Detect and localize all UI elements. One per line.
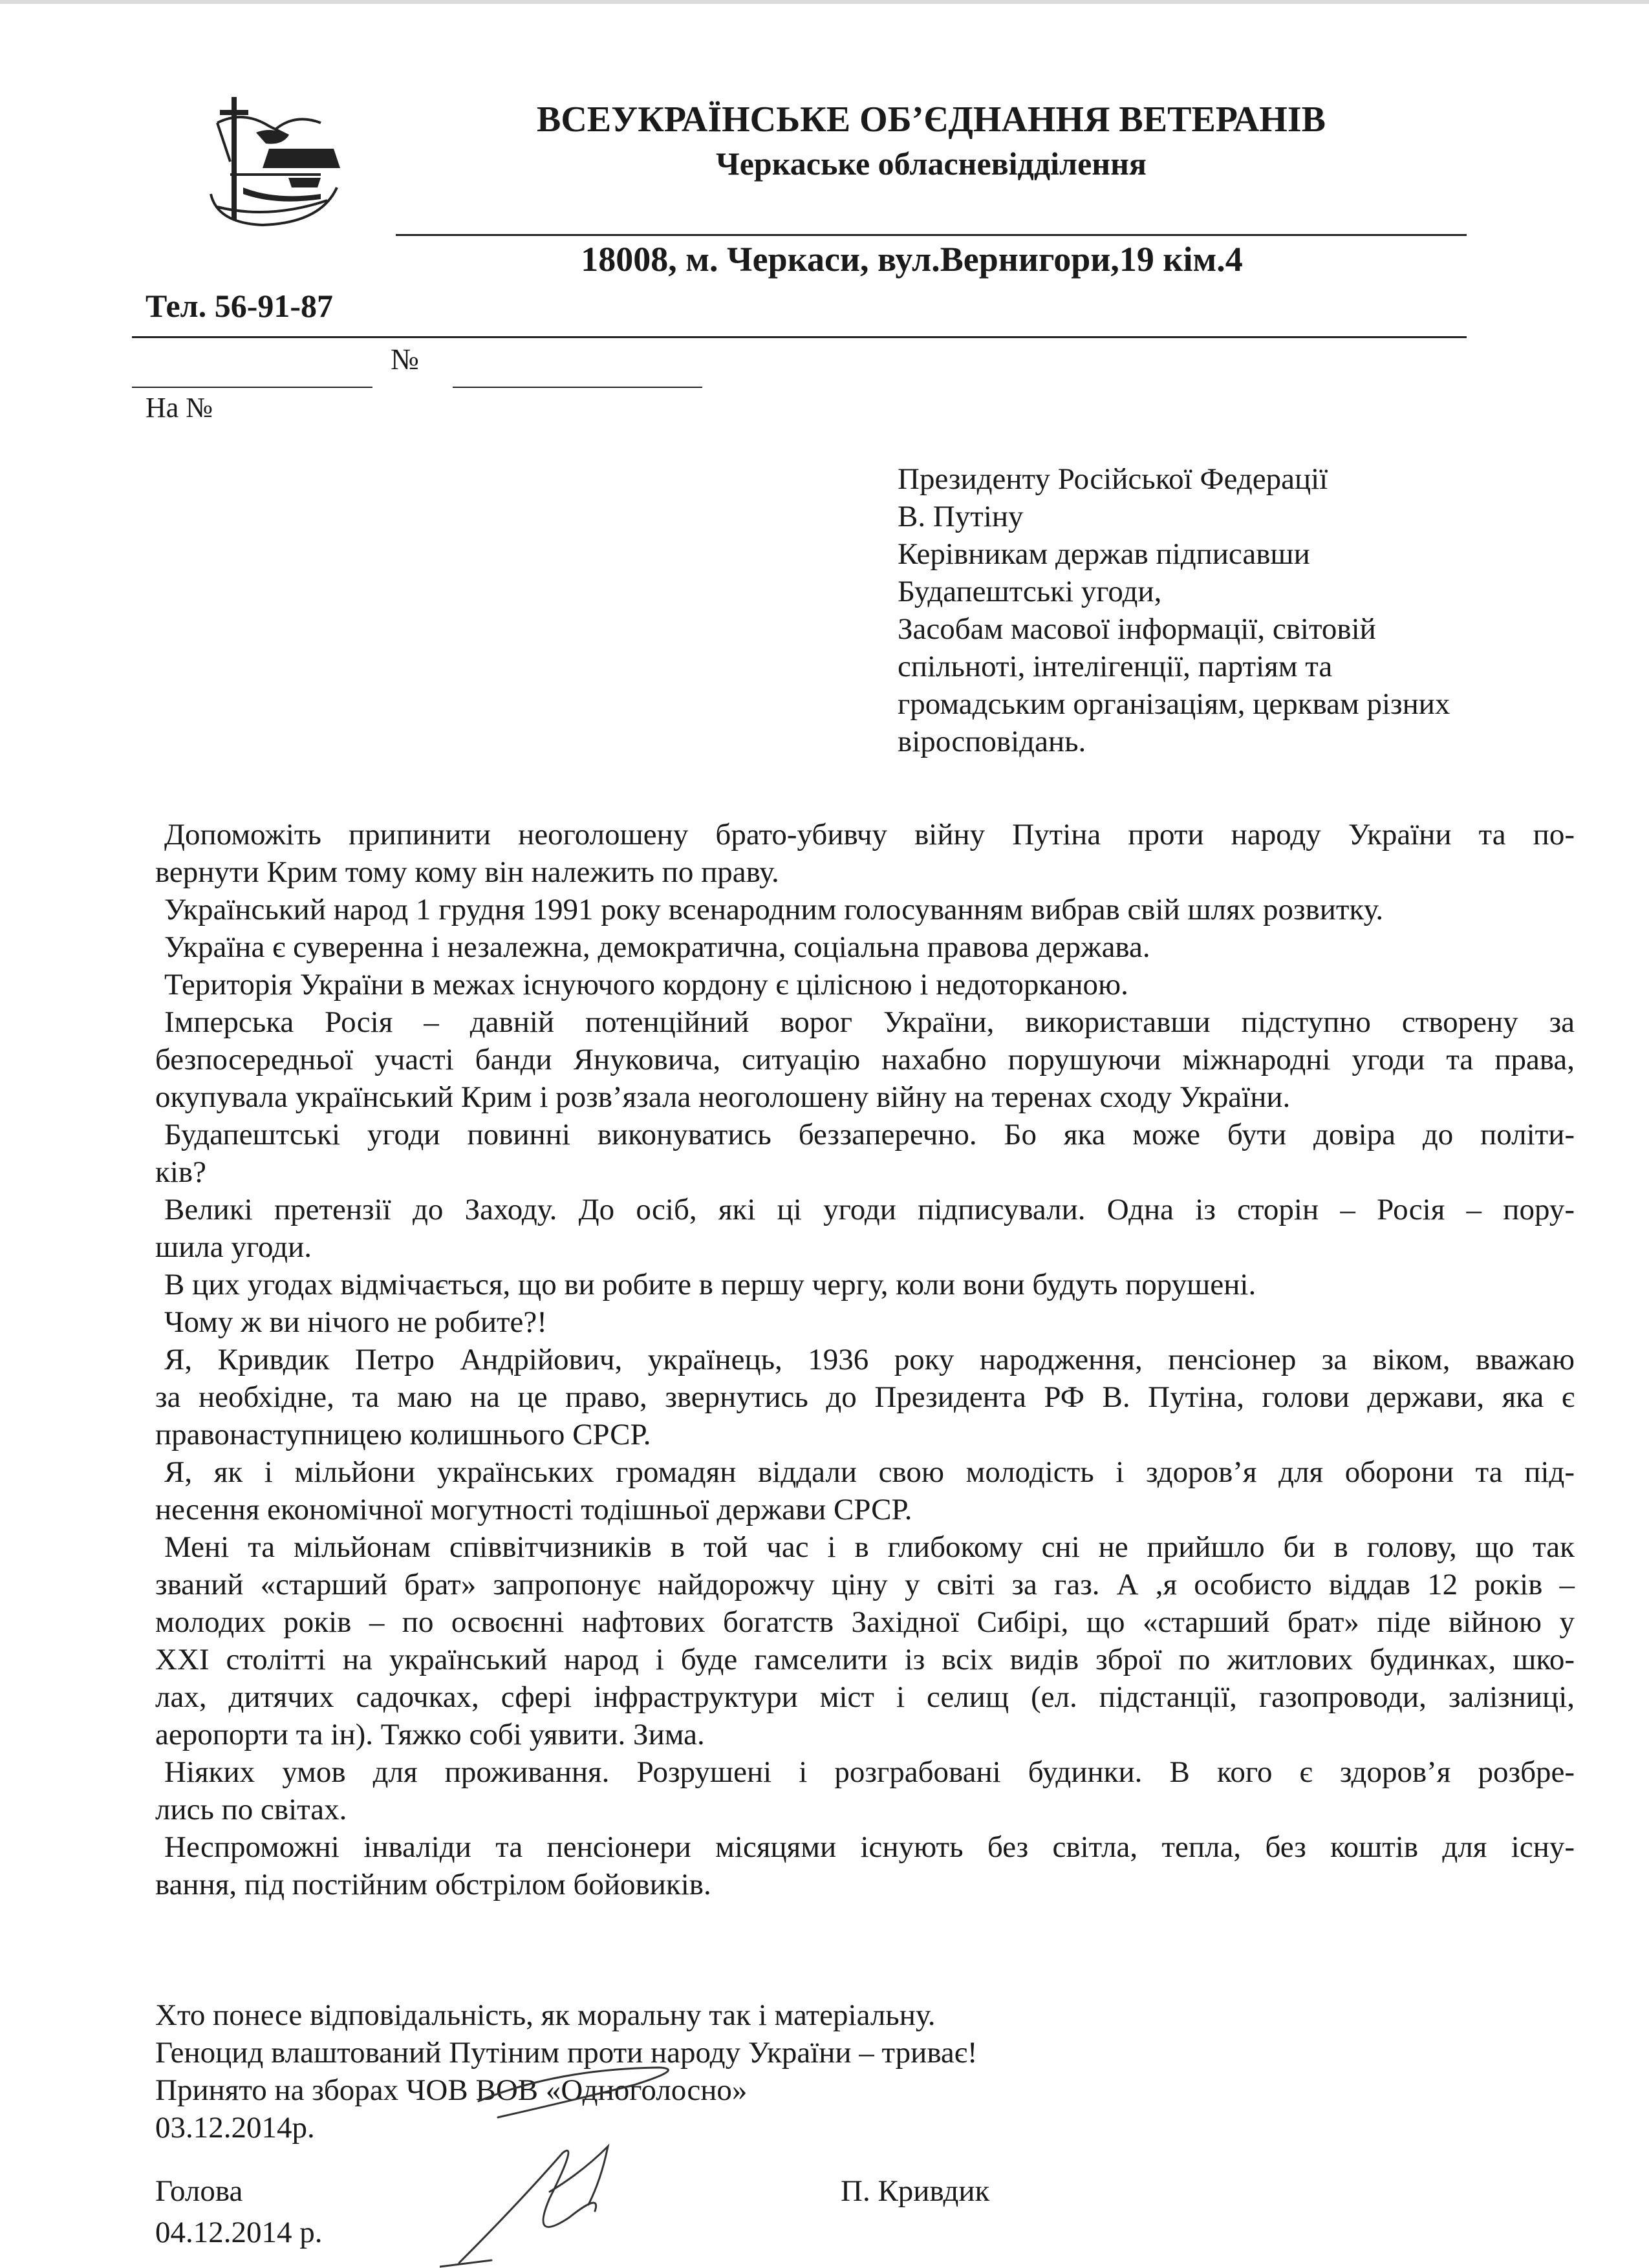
scan-edge xyxy=(0,0,1649,4)
signature-date: 04.12.2014 р. xyxy=(155,2216,323,2249)
addressee-line: громадським організаціям, церквам різних xyxy=(898,687,1450,721)
body-line: лах, дитячих садочках, сфері інфраструктури міст і селищ (ел. підстанції, газопроводи, залізниці, xyxy=(155,1680,1575,1714)
signatory-name: П. Кривдик xyxy=(841,2174,990,2208)
outgoing-number-label: № xyxy=(391,343,419,376)
body-line: лись по світах. xyxy=(155,1793,347,1826)
organization-name: ВСЕУКРАЇНСЬКЕ ОБ’ЄДНАННЯ ВЕТЕРАНІВ xyxy=(537,100,1326,140)
reference-number-label: На № xyxy=(146,392,213,423)
body-line: шила угоди. xyxy=(155,1230,312,1264)
body-line: Ніяких умов для проживання. Розрушені і розграбовані будинки. В кого є здоров’я розбре- xyxy=(164,1755,1575,1789)
outgoing-date-line xyxy=(132,387,372,388)
signatory-role: Голова xyxy=(155,2174,243,2208)
body-line: Будапештські угоди повинні виконуватись беззаперечно. Бо яка може бути довіра до політи- xyxy=(164,1118,1575,1151)
addressee-line: Засобам масової інформації, світовій xyxy=(898,612,1376,646)
body-line: Я, як і мільйони українських громадян віддали свою молодість і здоров’я для оборони та під- xyxy=(164,1455,1575,1489)
body-line: вання, під постійним обстрілом бойовиків. xyxy=(155,1868,711,1901)
closing-line: Принято на зборах ЧОВ ВОВ «Одноголосно» xyxy=(155,2073,748,2107)
body-line: безпосередньої участі банди Януковича, ситуацію нахабно порушуючи міжнародні угоди та права, xyxy=(155,1043,1575,1076)
body-line: XXI столітті на український народ і буде гамселити із всіх видів зброї по житлових будинках, шко- xyxy=(155,1643,1575,1676)
body-line: молодих років – по освоєнні нафтових богатств Західної Сибірі, що «старший брат» піде війною у xyxy=(155,1605,1575,1639)
closing-line: Геноцид влаштований Путіним проти народу України – триває! xyxy=(155,2036,978,2070)
addressee-line: віросповідань. xyxy=(898,725,1086,758)
letter-body xyxy=(155,816,1575,1903)
body-line: Допоможіть припинити неоголошену брато-убивчу війну Путіна проти народу України та по- xyxy=(164,818,1575,851)
closing-line: Хто понесе відповідальність, як моральну так і матеріальну. xyxy=(155,1998,936,2032)
meeting-date: 03.12.2014р. xyxy=(155,2111,315,2145)
body-line: Мені та мільйонам співвітчизників в той час і в глибокому сні не прийшло би в голову, що так xyxy=(164,1530,1575,1564)
body-line: ків? xyxy=(155,1155,206,1189)
body-line: несення економічної могутності тодішньої держави СРСР. xyxy=(155,1493,912,1526)
organization-branch: Черкаське обласневідділення xyxy=(716,145,1147,182)
body-line: Я, Кривдик Петро Андрійович, українець, 1936 року народження, пенсіонер за віком, вважаю xyxy=(164,1343,1575,1376)
body-line: Чому ж ви нічого не робите?! xyxy=(164,1305,547,1339)
body-line: аеропорти та ін). Тяжко собі уявити. Зима. xyxy=(155,1718,705,1751)
body-line: окупувала український Крим і розв’язала неоголошену війну на теренах сходу України. xyxy=(155,1080,1291,1114)
addressee-line: Будапештські угоди, xyxy=(898,575,1162,608)
body-line: Український народ 1 грудня 1991 року всенародним голосуванням вибрав свій шлях розвитку. xyxy=(164,893,1384,926)
addressee-line: Керівникам держав підписавши xyxy=(898,537,1310,571)
body-line: Імперська Росія – давній потенційний ворог України, використавши підступно створену за xyxy=(164,1005,1575,1039)
letterhead-rule-top xyxy=(396,234,1467,236)
body-line: Територія України в межах існуючого кордону є цілісною і недоторканою. xyxy=(164,968,1128,1001)
body-line: правонаступницею колишнього СРСР. xyxy=(155,1418,651,1451)
body-line: за необхідне, та маю на це право, звернутись до Президента РФ В. Путіна, голови держави, яка є xyxy=(155,1380,1575,1414)
organization-phone: Тел. 56-91-87 xyxy=(146,288,333,324)
addressee-line: спільноті, інтелігенції, партіям та xyxy=(898,650,1333,683)
body-line: Україна є суверенна і незалежна, демократична, соціальна правова держава. xyxy=(164,930,1150,964)
body-line: вернути Крим тому кому він належить по праву. xyxy=(155,855,779,889)
outgoing-number-line xyxy=(453,387,702,388)
organization-emblem-icon xyxy=(191,97,353,226)
organization-address: 18008, м. Черкаси, вул.Вернигори,19 кім.4 xyxy=(581,240,1243,279)
handwritten-signature xyxy=(440,2056,854,2268)
addressee-line: В. Путіну xyxy=(898,500,1024,533)
body-line: В цих угодах відмічається, що ви робите в першу чергу, коли вони будуть порушені. xyxy=(164,1268,1256,1301)
addressee-line: Президенту Російської Федерації xyxy=(898,462,1328,496)
addressee-block xyxy=(898,460,1577,760)
letterhead-rule-bottom xyxy=(132,336,1467,338)
body-line: званий «старший брат» запропонує найдорожчу ціну у світі за газ. А ,я особисто віддав 12 років – xyxy=(155,1568,1575,1601)
body-line: Неспроможні інваліди та пенсіонери місяцями існують без світла, тепла, без коштів для існу- xyxy=(164,1830,1575,1864)
body-line: Великі претензії до Заходу. До осіб, які ці угоди підписували. Одна із сторін – Росія – пору- xyxy=(164,1193,1575,1226)
